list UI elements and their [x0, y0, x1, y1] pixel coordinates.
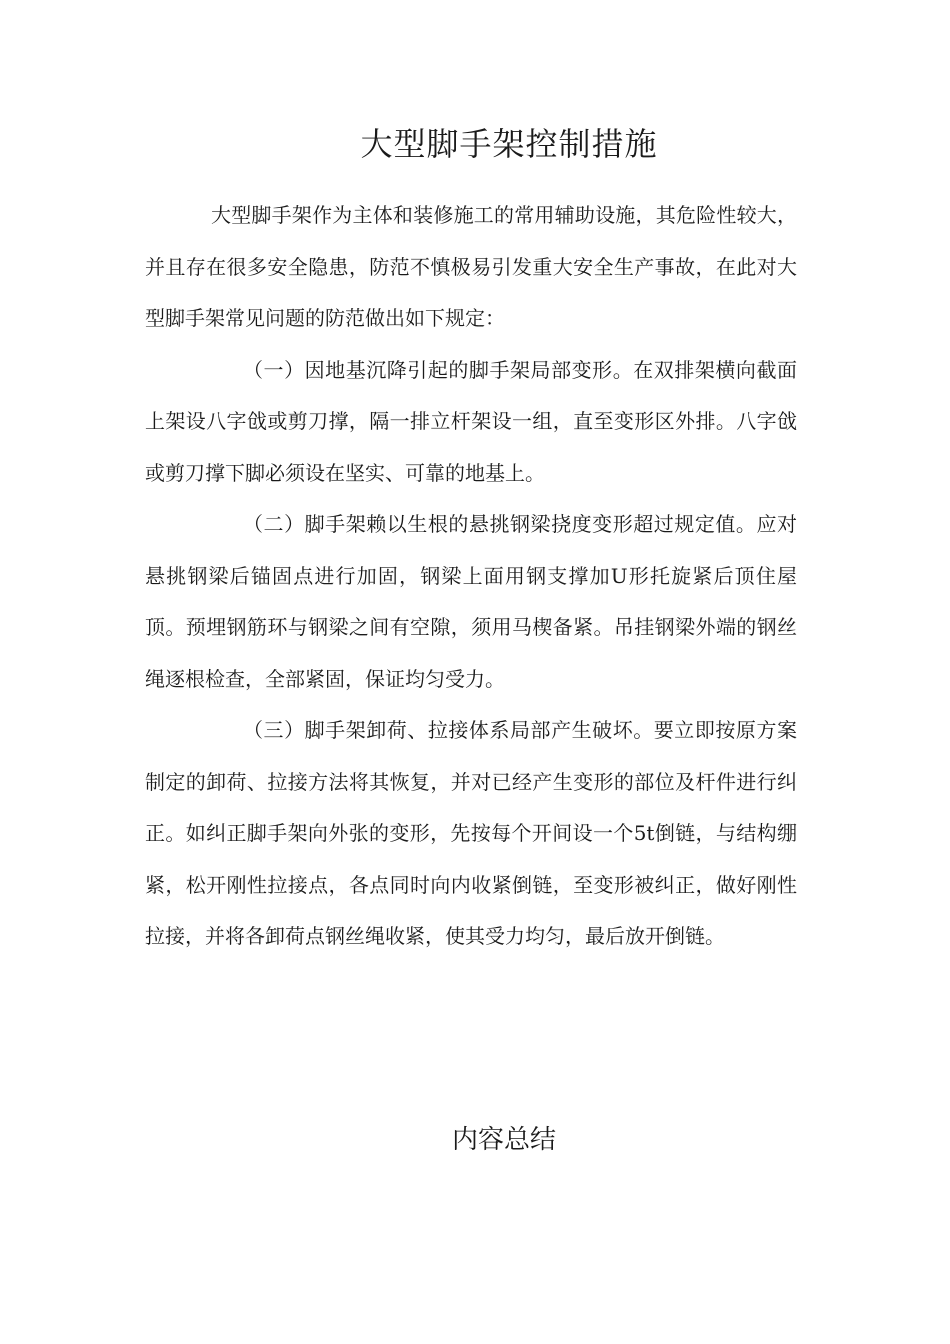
- intro-paragraph: 大型脚手架作为主体和装修施工的常用辅助设施，其危险性较大，并且存在很多安全隐患，防范不慎极易引发重大安全生产事故，在此对大型脚手架常见问题的防范做出如下规定：: [145, 203, 797, 330]
- document-title: 大型脚手架控制措施: [360, 125, 658, 163]
- measure-paragraph-2: （二）脚手架赖以生根的悬挑钢梁挠度变形超过规定值。应对悬挑钢梁后锚固点进行加固，钢梁上面用钢支撑加U形托旋紧后顶住屋顶。预埋钢筋环与钢梁之间有空隙，须用马楔备紧。吊挂钢梁外端的钢丝绳逐根检查，全部紧固，保证均匀受力。: [145, 512, 797, 691]
- measure-paragraph-1: （一）因地基沉降引起的脚手架局部变形。在双排架横向截面上架设八字戗或剪刀撑，隔一排立杆架设一组，直至变形区外排。八字戗或剪刀撑下脚必须设在坚实、可靠的地基上。: [145, 357, 797, 485]
- summary-heading: 内容总结: [451, 1125, 556, 1155]
- measure-paragraph-3: （三）脚手架卸荷、拉接体系局部产生破坏。要立即按原方案制定的卸荷、拉接方法将其恢复，并对已经产生变形的部位及杆件进行纠正。如纠正脚手架向外张的变形，先按每个开间设一个5t倒链，与结构绷紧，松开刚性拉接点，各点同时向内收紧倒链，至变形被纠正，做好刚性拉接，并将各卸荷点钢丝绳收紧，使其受力均匀，最后放开倒链。: [145, 718, 797, 948]
- document-body: [145, 190, 797, 963]
